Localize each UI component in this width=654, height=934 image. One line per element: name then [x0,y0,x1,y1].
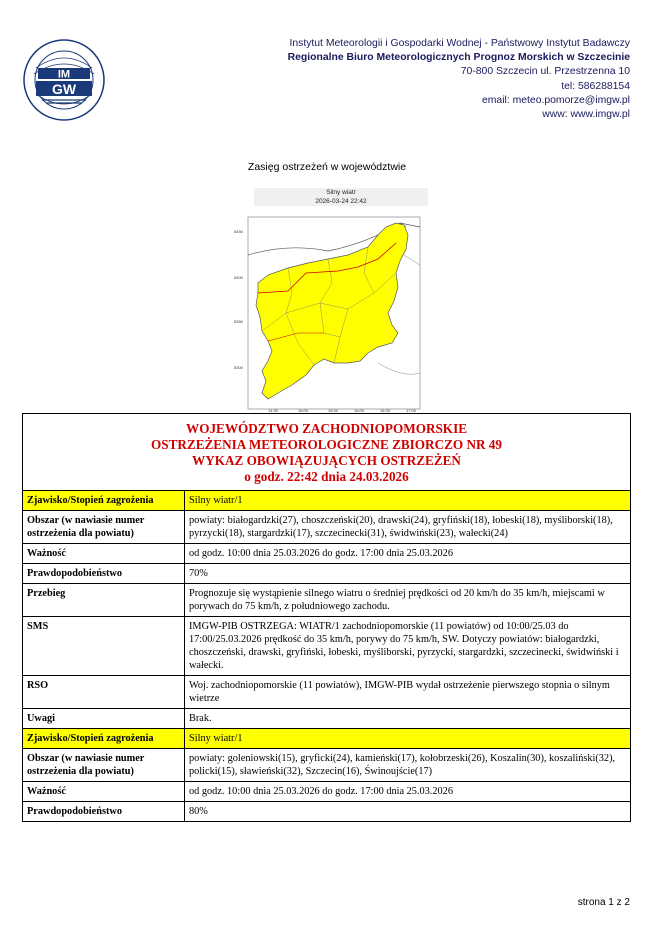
warning-map [228,213,428,413]
svg-text:16:00: 16:00 [354,408,365,413]
course-label: Przebieg [23,584,185,617]
table-row [23,584,631,617]
area-value: powiaty: białogardzki(27), choszczeński(20), drawski(24), gryfiński(18), łobeski(18), myśliborski(18), pyrzycki(18), stargardzki(17), szczecinecki(31), świdwiński(23), wałecki(24) [185,511,631,544]
bulletin-title-time: o godz. 22:42 dnia 24.03.2026 [244,469,409,484]
svg-text:5300: 5300 [234,365,243,370]
svg-text:5400: 5400 [234,275,243,280]
bulletin-title-list: WYKAZ OBOWIĄZUJĄCYCH OSTRZEŻEŃ [192,453,461,468]
rso-value: Woj. zachodniopomorskie (11 powiatów), IMGW-PIB wydał ostrzeżenie pierwszego stopnia o silnym wietrze [185,676,631,709]
map-datetime: 2026-03-24 22:42 [315,198,367,205]
address: 70-800 Szczecin ul. Przestrzenna 10 [460,66,630,78]
institute-header [288,37,630,122]
probability-value: 80% [185,802,631,822]
sms-label: SMS [23,617,185,676]
validity-label: Ważność [23,782,185,802]
table-row [23,782,631,802]
notes-label: Uwagi [23,709,185,729]
rso-label: RSO [23,676,185,709]
range-title: Zasięg ostrzeżeń w województwie [247,161,407,173]
svg-text:15:30: 15:30 [328,408,339,413]
course-value: Prognozuje się wystąpienie silnego wiatru o średniej prędkości od 20 km/h do 35 km/h, miejscami w porywach do 75 km/h, z południowego zachodu. [185,584,631,617]
table-row [23,617,631,676]
svg-text:15:00: 15:00 [298,408,309,413]
svg-text:IM: IM [57,68,71,81]
phone: tel: 586288154 [561,80,630,92]
area-label: Obszar (w nawiasie numer ostrzeżenia dla powiatu) [23,511,185,544]
map-title-box [254,188,428,206]
imgw-logo-graphic [22,38,106,122]
probability-label: Prawdopodobieństwo [23,802,185,822]
institute-name: Instytut Meteorologii i Gospodarki Wodnej - Państwowy Instytut Badawczy [289,38,630,49]
phenomenon-label: Zjawisko/Stopień zagrożenia [23,729,185,749]
map-title: Silny wiatr [326,189,356,196]
svg-text:GW: GW [51,81,77,97]
area-value: powiaty: goleniowski(15), gryficki(24), kamieński(17), kołobrzeski(26), Koszalin(30), koszaliński(32), policki(15), sławieński(32), Szczecin(16), Świnoujście(17) [185,749,631,782]
table-row [23,511,631,544]
validity-label: Ważność [23,544,185,564]
phenomenon-label: Zjawisko/Stopień zagrożenia [23,491,185,511]
table-row [23,564,631,584]
website: www: www.imgw.pl [542,109,630,121]
bulletin-title-region: WOJEWÓDZTWO ZACHODNIOPOMORSKIE [186,421,467,436]
probability-value: 70% [185,564,631,584]
svg-text:17:00: 17:00 [406,408,417,413]
notes-value: Brak. [185,709,631,729]
phenomenon-value: Silny wiatr/1 [185,729,631,749]
svg-text:5450: 5450 [234,229,243,234]
svg-text:16:30: 16:30 [380,408,391,413]
warnings-table [22,413,631,822]
svg-text:14:30: 14:30 [268,408,279,413]
svg-text:5350: 5350 [234,319,243,324]
email: email: meteo.pomorze@imgw.pl [482,94,630,106]
table-row [23,676,631,709]
table-row [23,729,631,749]
imgw-logo [22,38,106,122]
phenomenon-value: Silny wiatr/1 [185,491,631,511]
table-row [23,802,631,822]
bulletin-title-number: OSTRZEŻENIA METEOROLOGICZNE ZBIORCZO NR 49 [150,437,502,452]
table-row [23,749,631,782]
bulletin-title [23,414,631,491]
validity-value: od godz. 10:00 dnia 25.03.2026 do godz. 17:00 dnia 25.03.2026 [185,782,631,802]
validity-value: od godz. 10:00 dnia 25.03.2026 do godz. 17:00 dnia 25.03.2026 [185,544,631,564]
office-name: Regionalne Biuro Meteorologicznych Prognoz Morskich w Szczecinie [287,52,630,64]
table-row [23,544,631,564]
table-row [23,709,631,729]
table-row [23,491,631,511]
sms-value: IMGW-PIB OSTRZEGA: WIATR/1 zachodniopomorskie (11 powiatów) od 10:00/25.03 do 17:00/25.03.2026 prędkość do 35 km/h, porywy do 75 km/h, SW. Dotyczy powiatów: białogardzki, choszczeński, drawski, gryfiński, łobeski, myśliborski, pyrzycki, stargardzki, szczecinecki, świdwiński i wałecki. [185,617,631,676]
page-number: strona 1 z 2 [577,897,630,908]
probability-label: Prawdopodobieństwo [23,564,185,584]
area-label: Obszar (w nawiasie numer ostrzeżenia dla powiatu) [23,749,185,782]
